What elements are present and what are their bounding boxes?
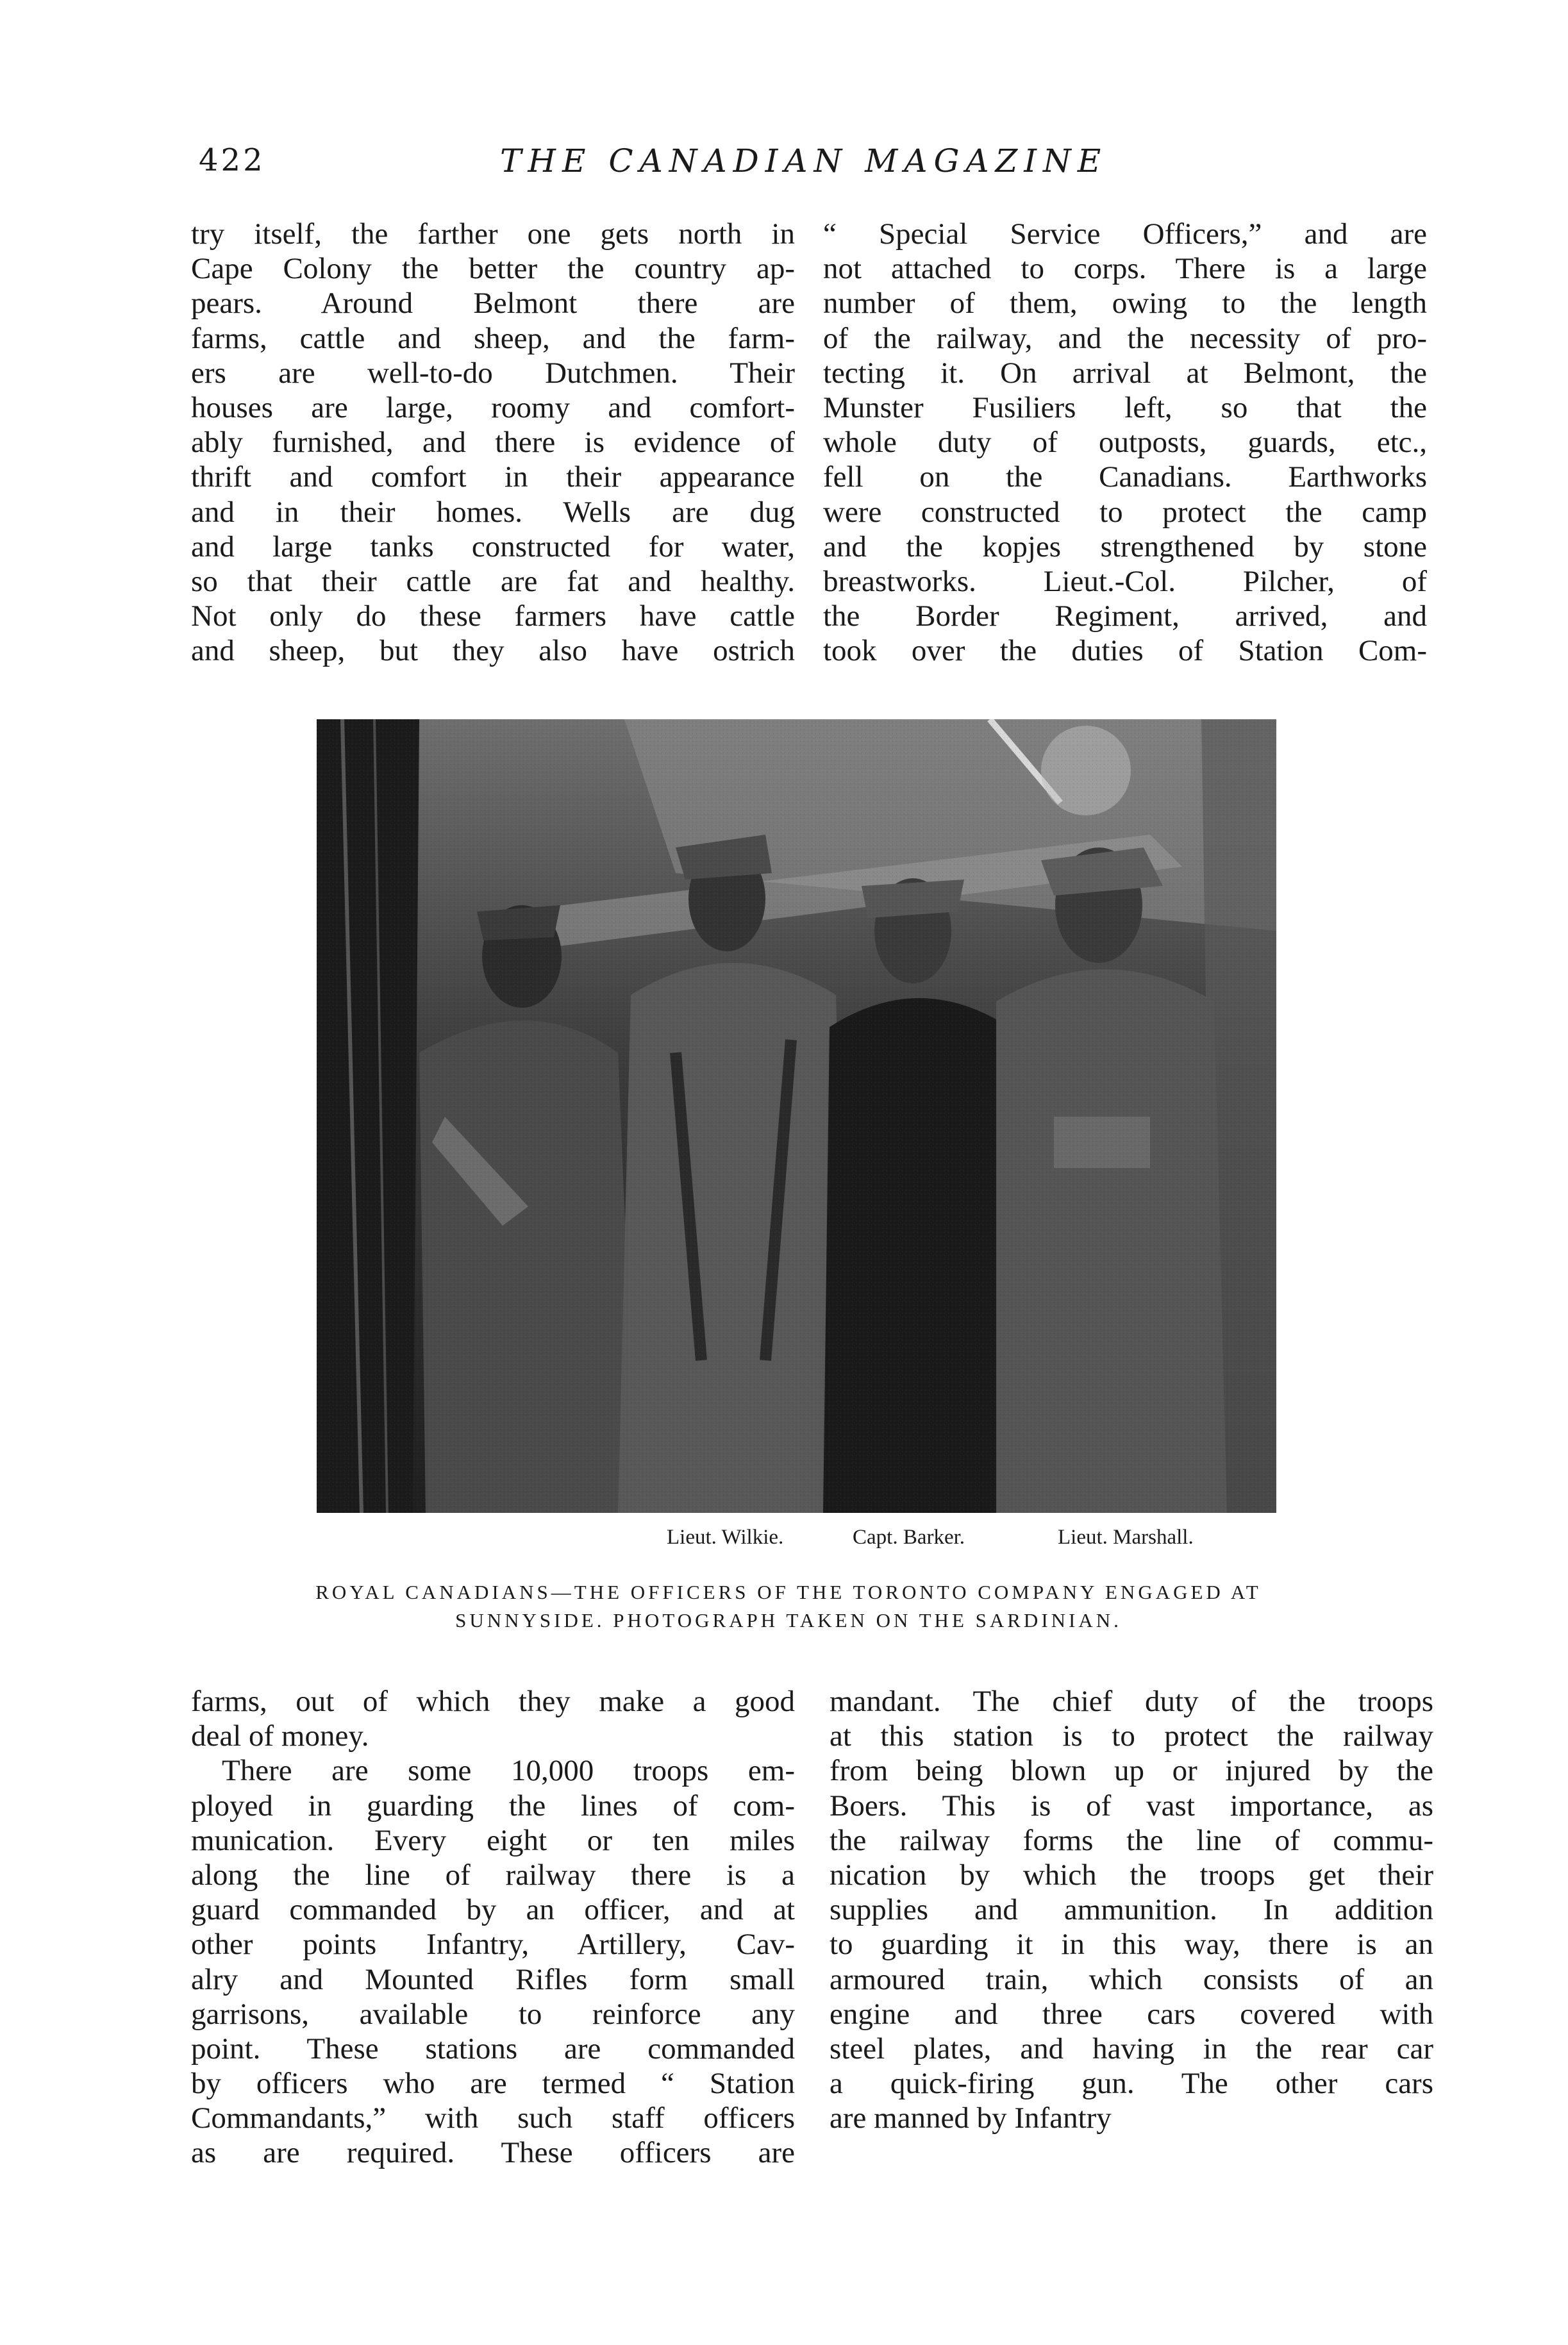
figure-name-labels xyxy=(0,1526,1568,1558)
text-line: deal of money. xyxy=(191,1719,369,1753)
text-line: houses are large, roomy and comfort- xyxy=(191,390,795,424)
text-line: ers are well-to-do Dutchmen. Their xyxy=(191,356,795,390)
text-line: “ Special Service Officers,” and are xyxy=(823,217,1427,251)
column-top-right xyxy=(823,217,1427,668)
text-line: as are required. These officers are xyxy=(191,2136,795,2170)
text-line: Cape Colony the better the country ap- xyxy=(191,252,795,286)
text-line: ably furnished, and there is evidence of xyxy=(191,426,795,460)
text-line: are manned by Infantry xyxy=(830,2101,1112,2135)
text-line: farms, cattle and sheep, and the farm- xyxy=(191,321,795,355)
text-line: pears. Around Belmont there are xyxy=(191,287,795,321)
text-line: munication. Every eight or ten miles xyxy=(191,1823,795,1857)
text-line: supplies and ammunition. In addition xyxy=(830,1893,1433,1927)
figure-caption xyxy=(244,1578,1333,1635)
text-line: farms, out of which they make a good xyxy=(191,1685,795,1718)
text-line: not attached to corps. There is a large xyxy=(823,252,1427,286)
text-line: Boers. This is of vast importance, as xyxy=(830,1789,1433,1823)
text-line: and sheep, but they also have ostrich xyxy=(191,634,795,668)
text-line: a quick-firing gun. The other cars xyxy=(830,2067,1433,2101)
text-line: to guarding it in this way, there is an xyxy=(830,1928,1433,1962)
text-line: thrift and comfort in their appearance xyxy=(191,460,795,494)
text-line: nication by which the troops get their xyxy=(830,1858,1433,1892)
text-line: along the line of railway there is a xyxy=(191,1858,795,1892)
text-line: and in their homes. Wells are dug xyxy=(191,495,795,529)
text-line: guard commanded by an officer, and at xyxy=(191,1893,795,1927)
text-line: Not only do these farmers have cattle xyxy=(191,599,795,633)
caption-line: ROYAL CANADIANS—THE OFFICERS OF THE TORONTO COMPANY ENGAGED AT xyxy=(315,1581,1262,1603)
column-bottom-right xyxy=(830,1684,1433,2135)
text-line: and large tanks constructed for water, xyxy=(191,530,795,563)
text-line: fell on the Canadians. Earthworks xyxy=(823,460,1427,494)
text-line: There are some 10,000 troops em- xyxy=(222,1754,795,1788)
text-line: from being blown up or injured by the xyxy=(830,1754,1433,1788)
page-header xyxy=(0,142,1568,187)
text-line: took over the duties of Station Com- xyxy=(823,634,1427,668)
text-line: Munster Fusiliers left, so that the xyxy=(823,390,1427,424)
text-line: mandant. The chief duty of the troops xyxy=(830,1685,1433,1718)
column-top-left xyxy=(191,217,795,668)
photograph-royal-canadians xyxy=(317,719,1276,1513)
text-line: garrisons, available to reinforce any xyxy=(191,1997,795,2031)
text-line: armoured train, which consists of an xyxy=(830,1962,1433,1996)
text-line: by officers who are termed “ Station xyxy=(191,2067,795,2101)
text-line: alry and Mounted Rifles form small xyxy=(191,1962,795,1996)
text-line: were constructed to protect the camp xyxy=(823,495,1427,529)
text-line: try itself, the farther one gets north in xyxy=(191,217,795,251)
text-line: whole duty of outposts, guards, etc., xyxy=(823,426,1427,460)
text-line: Commandants,” with such staff officers xyxy=(191,2101,795,2135)
label-capt-barker: Capt. Barker. xyxy=(853,1526,965,1549)
label-lieut-marshall: Lieut. Marshall. xyxy=(1058,1526,1194,1549)
text-line: so that their cattle are fat and healthy. xyxy=(191,564,795,598)
caption-line: SUNNYSIDE. PHOTOGRAPH TAKEN ON THE SARDINIAN. xyxy=(455,1609,1122,1631)
text-line: engine and three cars covered with xyxy=(830,1997,1433,2031)
text-line: steel plates, and having in the rear car xyxy=(830,2032,1433,2065)
text-line: of the railway, and the necessity of pro- xyxy=(823,321,1427,355)
text-line: the Border Regiment, arrived, and xyxy=(823,599,1427,633)
label-lieut-wilkie: Lieut. Wilkie. xyxy=(667,1526,784,1549)
text-line: other points Infantry, Artillery, Cav- xyxy=(191,1928,795,1962)
text-line: ployed in guarding the lines of com- xyxy=(191,1789,795,1823)
text-line: the railway forms the line of commu- xyxy=(830,1823,1433,1857)
column-bottom-left xyxy=(191,1684,795,2171)
text-line: breastworks. Lieut.-Col. Pilcher, of xyxy=(823,564,1427,598)
page-number: 422 xyxy=(199,142,265,178)
text-line: number of them, owing to the length xyxy=(823,287,1427,321)
text-line: point. These stations are commanded xyxy=(191,2032,795,2065)
text-line: tecting it. On arrival at Belmont, the xyxy=(823,356,1427,390)
text-line: at this station is to protect the railway xyxy=(830,1719,1433,1753)
text-line: and the kopjes strengthened by stone xyxy=(823,530,1427,563)
running-title: THE CANADIAN MAGAZINE xyxy=(500,142,1108,179)
